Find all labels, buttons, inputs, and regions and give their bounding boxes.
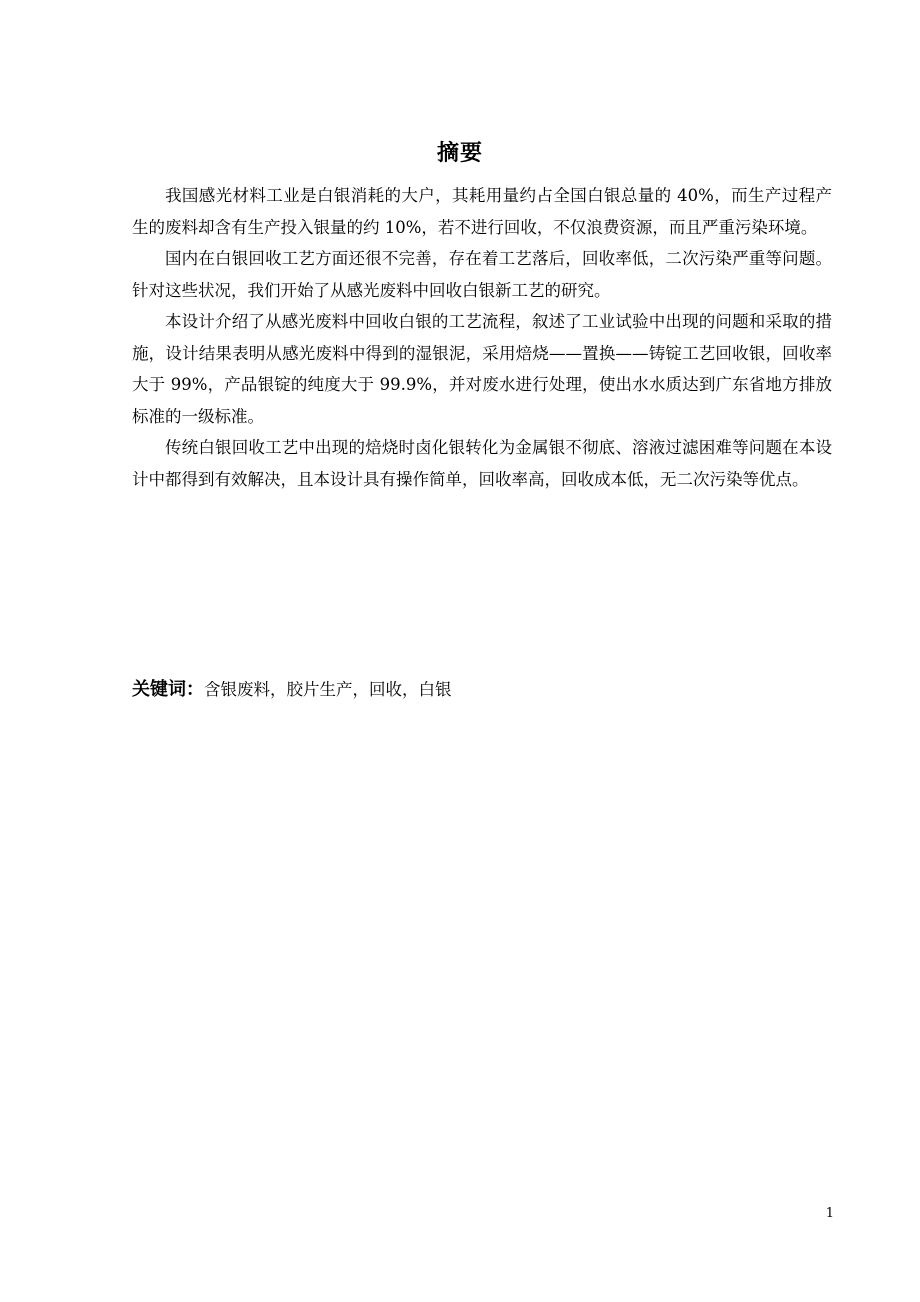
keywords-line bbox=[132, 676, 832, 704]
abstract-paragraph-2: 国内在白银回收工艺方面还很不完善，存在着工艺落后，回收率低，二次污染严重等问题。针对这些状况，我们开始了从感光废料中回收白银新工艺的研究。 bbox=[132, 249, 832, 300]
abstract-paragraph-1: 我国感光材料工业是白银消耗的大户，其耗用量约占全国白银总量的 40%，而生产过程产生的废料却含有生产投入银量的约 10%，若不进行回收，不仅浪费资源，而且严重污染环境。 bbox=[132, 186, 832, 237]
abstract-body bbox=[132, 180, 832, 495]
abstract-paragraph-4: 传统白银回收工艺中出现的焙烧时卤化银转化为金属银不彻底、溶液过滤困难等问题在本设计中都得到有效解决，且本设计具有操作简单，回收率高，回收成本低，无二次污染等优点。 bbox=[132, 438, 832, 489]
keywords-label: 关键词： bbox=[132, 679, 204, 700]
abstract-paragraph-3: 本设计介绍了从感光废料中回收白银的工艺流程，叙述了工业试验中出现的问题和采取的措施，设计结果表明从感光废料中得到的湿银泥，采用焙烧——置换——铸锭工艺回收银，回收率大于 99%，产品银锭的纯度大于 99.9%，并对废水进行处理，使出水水质达到广东省地方排放标准的一级标准。 bbox=[132, 312, 832, 426]
page-number: 1 bbox=[825, 1206, 834, 1221]
page-title: 摘要 bbox=[436, 141, 483, 166]
keywords-text: 含银废料，胶片生产，回收，白银 bbox=[204, 680, 452, 699]
